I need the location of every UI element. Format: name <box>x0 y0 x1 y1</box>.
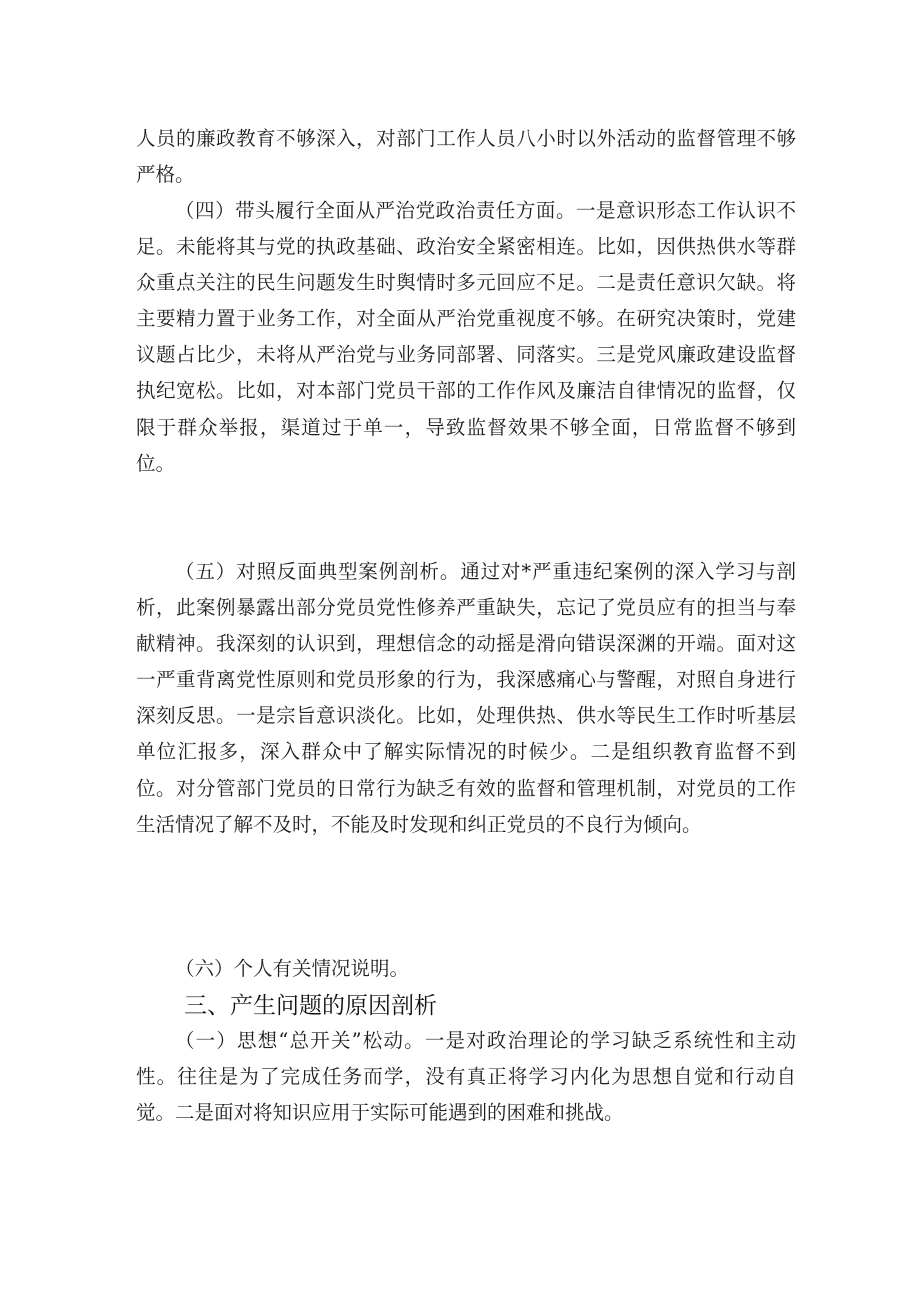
paragraph-section-five: （五）对照反面典型案例剖析。通过对*严重违纪案例的深入学习与剖析，此案例暴露出部分党员党性修养严重缺失，忘记了党员应有的担当与奉献精神。我深刻的认识到，理想信念的动摇是滑向错误深渊的开端。面对这一严重背离党性原则和党员形象的行为，我深感痛心与警醒，对照自身进行深刻反思。一是宗旨意识淡化。比如，处理供热、供水等民生工作时听基层单位汇报多，深入群众中了解实际情况的时候少。二是组织教育监督不到位。对分管部门党员的日常行为缺乏有效的监督和管理机制，对党员的工作生活情况了解不及时，不能及时发现和纠正党员的不良行为倾向。 <box>136 560 796 836</box>
paragraph-section-four: （四）带头履行全面从严治党政治责任方面。一是意识形态工作认识不足。未能将其与党的执政基础、政治安全紧密相连。比如，因供热供水等群众重点关注的民生问题发生时舆情时多元回应不足。二是责任意识欠缺。将主要精力置于业务工作，对全面从严治党重视度不够。在研究决策时，党建议题占比少，未将从严治党与业务同部署、同落实。三是党风廉政建设监督执纪宽松。比如，对本部门党员干部的工作作风及廉洁自律情况的监督，仅限于群众举报，渠道过于单一，导致监督效果不够全面，日常监督不够到位。 <box>136 199 796 475</box>
section-heading: 三、产生问题的原因剖析 <box>184 993 437 1019</box>
paragraph-cause-one: （一）思想“总开关”松动。一是对政治理论的学习缺乏系统性和主动性。往往是为了完成任务而学，没有真正将学习内化为思想自觉和行动自觉。二是面对将知识应用于实际可能遇到的困难和挑战。 <box>136 1029 796 1125</box>
paragraph-section-six: （六）个人有关情况说明。 <box>175 957 410 980</box>
paragraph-continuation: 人员的廉政教育不够深入，对部门工作人员八小时以外活动的监督管理不够严格。 <box>136 127 796 187</box>
